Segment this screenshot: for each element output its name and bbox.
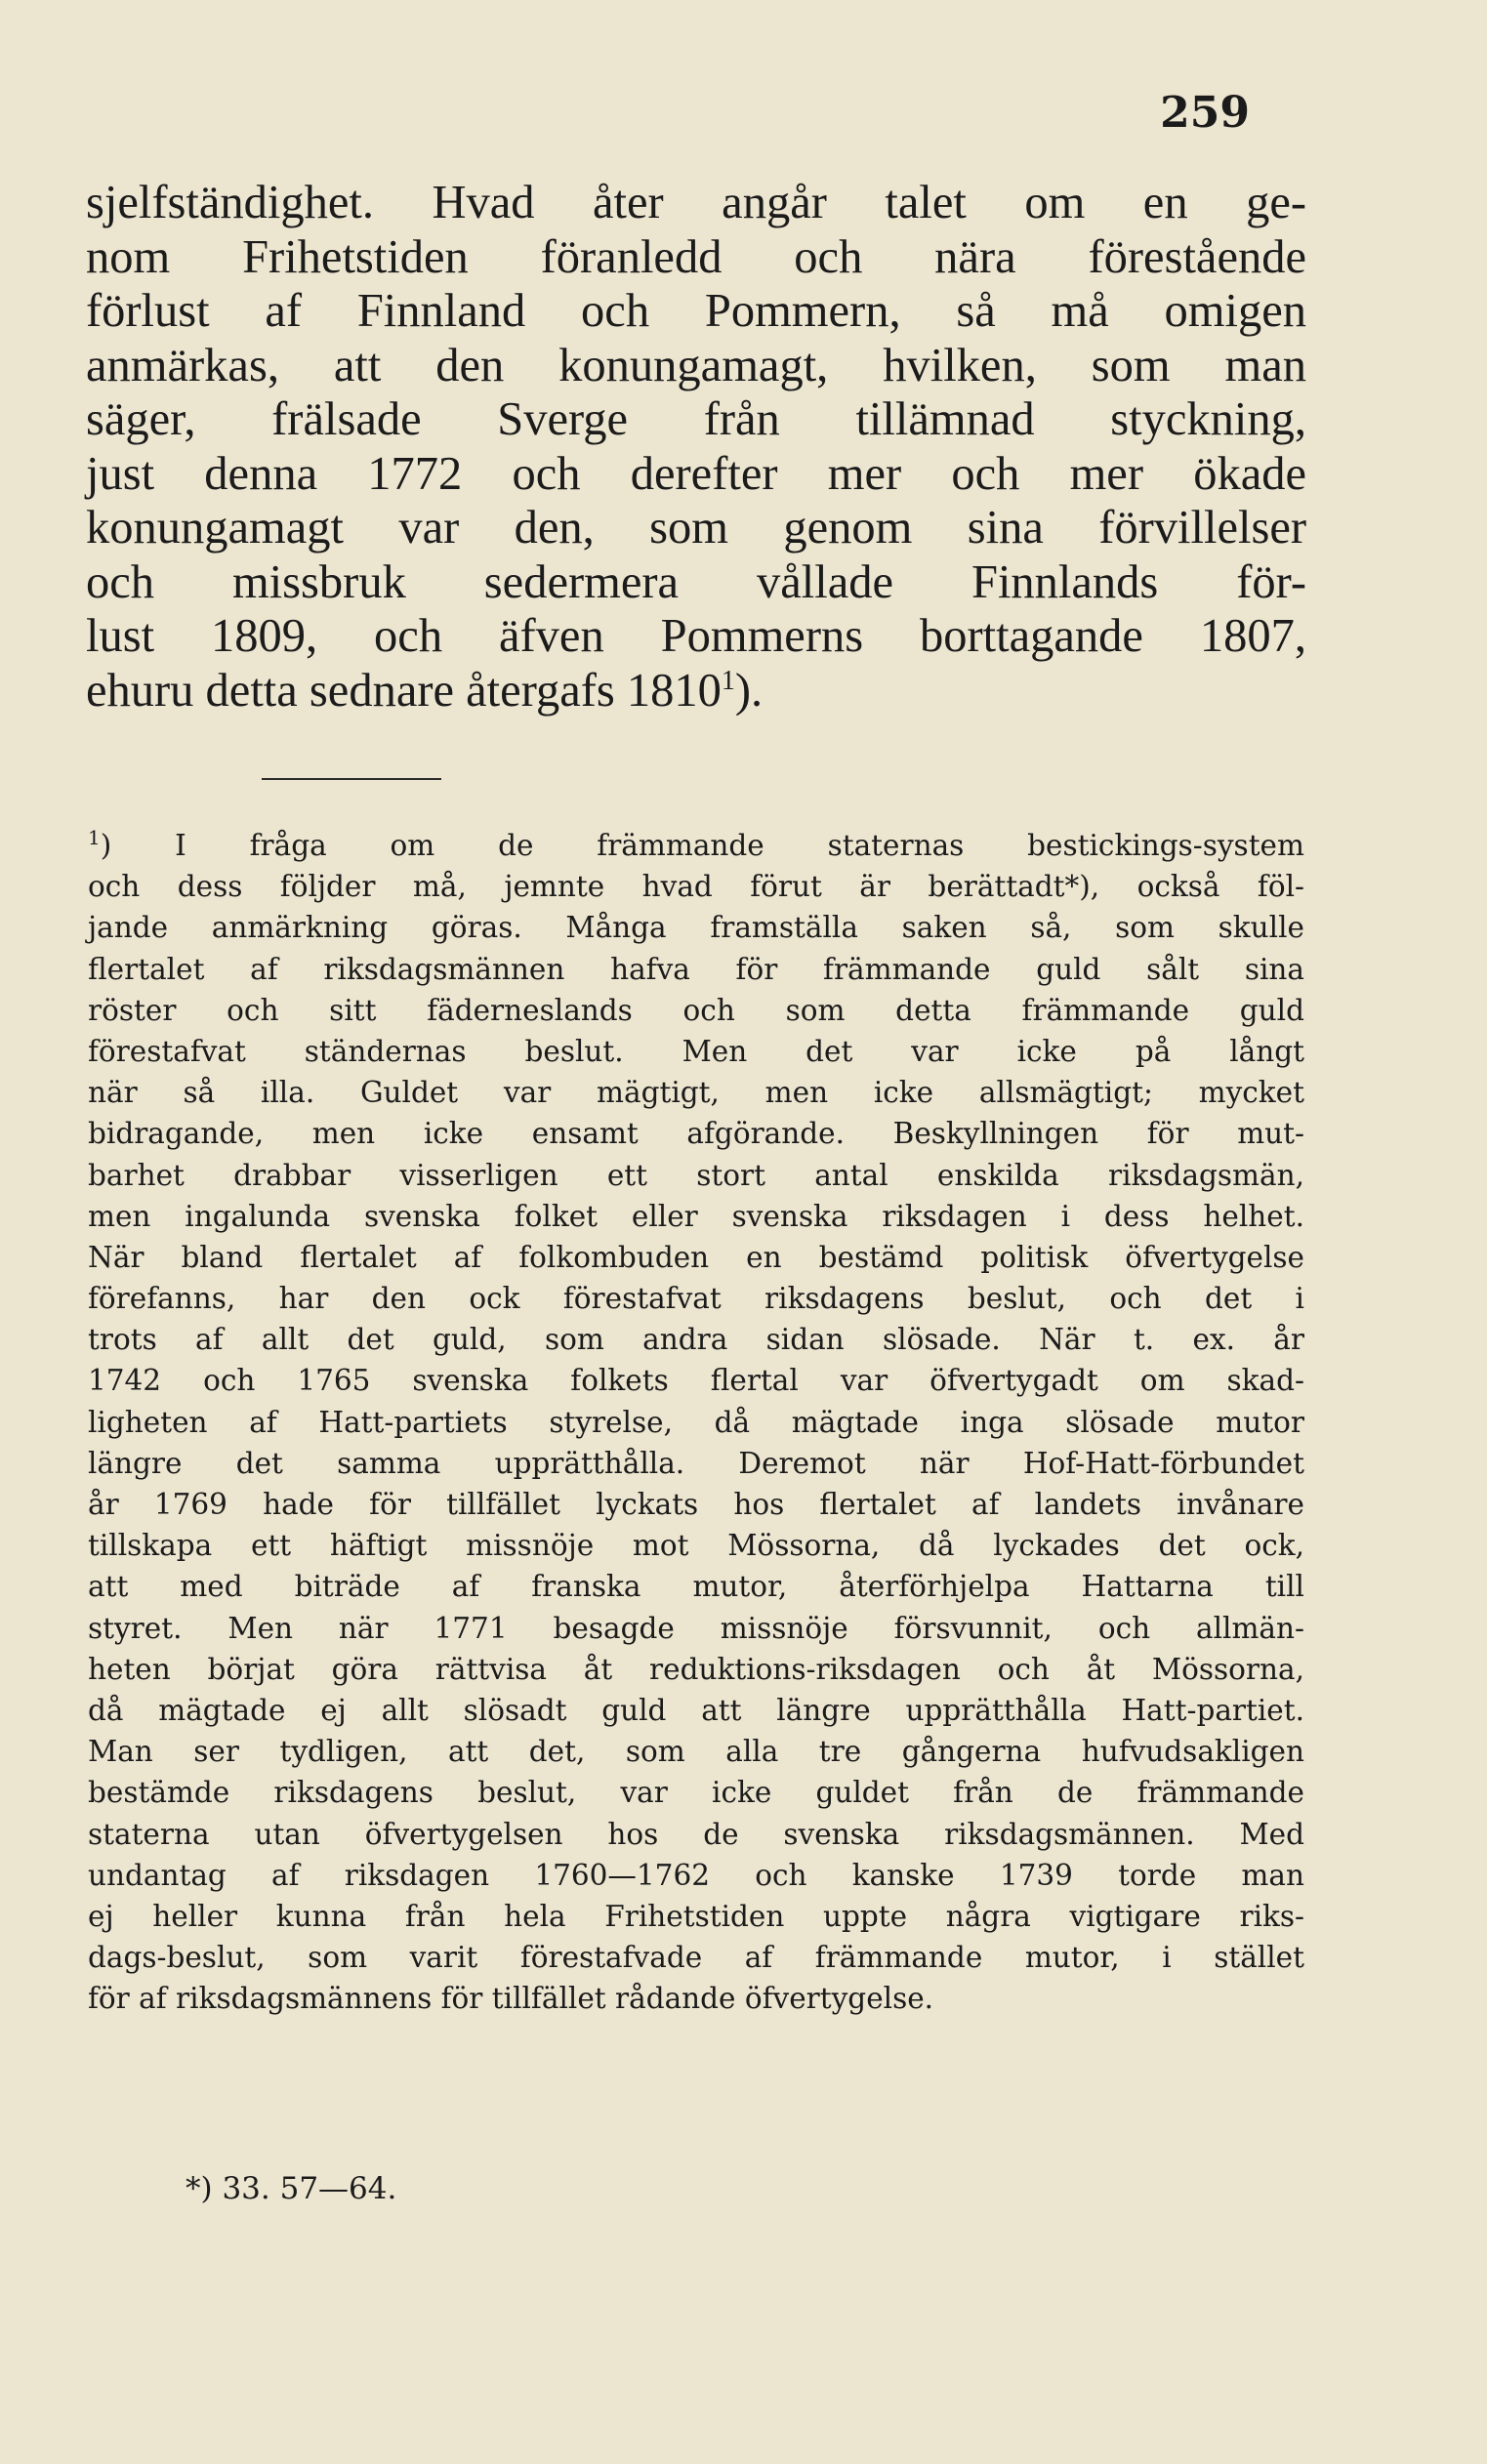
footnote-line: Man ser tydligen, att det, som alla tre gångerna hufvudsakligen bbox=[88, 1735, 1304, 1769]
footnote-line: och dess följder må, jemnte hvad förut är berättadt*), också föl- bbox=[88, 870, 1304, 904]
footnote-line: styret. Men när 1771 besagde missnöje försvunnit, och allmän- bbox=[88, 1611, 1304, 1645]
main-line-suffix: ). bbox=[734, 664, 764, 717]
main-line: nom Frihetstiden föranledd och nära förestående bbox=[86, 230, 1306, 283]
footnote-separator bbox=[262, 778, 441, 780]
footnote-line: år 1769 hade för tillfället lyckats hos flertalet af landets invånare bbox=[88, 1488, 1304, 1521]
footnote-marker: 1 bbox=[88, 826, 101, 850]
footnote-line: men ingalunda svenska folket eller svenska riksdagen i dess helhet. bbox=[88, 1199, 1304, 1233]
footnote-line-text: ) I fråga om de främmande staternas bestickings-system bbox=[100, 829, 1304, 862]
main-line: och missbruk sedermera vållade Finnlands för- bbox=[86, 555, 1306, 608]
main-text bbox=[86, 176, 1306, 718]
footnote-line: flertalet af riksdagsmännen hafva för främmande guld sålt sina bbox=[88, 952, 1304, 986]
footnote-line: barhet drabbar visserligen ett stort antal enskilda riksdagsmän, bbox=[88, 1158, 1304, 1192]
footnote-line: undantag af riksdagen 1760—1762 och kanske 1739 torde man bbox=[88, 1858, 1304, 1892]
footnote-line: förestafvat ständernas beslut. Men det var icke på långt bbox=[88, 1034, 1304, 1068]
main-line: förlust af Finnland och Pommern, så må omigen bbox=[86, 285, 1306, 337]
main-line: just denna 1772 och derefter mer och mer ökade bbox=[86, 447, 1306, 500]
footnote-line: ligheten af Hatt-partiets styrelse, då mägtade inga slösade mutor bbox=[88, 1405, 1304, 1439]
secondary-footnote: *) 33. 57—64. bbox=[186, 2171, 397, 2206]
footnote-line: röster och sitt fäderneslands och som detta främmande guld bbox=[88, 993, 1304, 1027]
footnote-line: att med biträde af franska mutor, återförhjelpa Hattarna till bbox=[88, 1570, 1304, 1604]
footnote-line: staterna utan öfvertygelsen hos de svenska riksdagsmännen. Med bbox=[88, 1817, 1304, 1851]
footnote-line: dags-beslut, som varit förestafvade af främmande mutor, i stället bbox=[88, 1941, 1304, 1975]
footnote-reference: 1 bbox=[721, 665, 735, 696]
footnote-line: förefanns, har den ock förestafvat riksdagens beslut, och det i bbox=[88, 1282, 1304, 1316]
footnote-line: trots af allt det guld, som andra sidan slösade. När t. ex. år bbox=[88, 1323, 1304, 1357]
footnote-line: längre det samma upprätthålla. Deremot när Hof-Hatt-förbundet bbox=[88, 1446, 1304, 1480]
main-line: sjelfständighet. Hvad åter angår talet om en ge- bbox=[86, 177, 1306, 228]
main-line: anmärkas, att den konungamagt, hvilken, som man bbox=[86, 339, 1306, 391]
main-line: lust 1809, och äfven Pommerns borttagande 1807, bbox=[86, 610, 1306, 662]
footnote-line: då mägtade ej allt slösadt guld att längre upprätthålla Hatt-partiet. bbox=[88, 1693, 1304, 1727]
footnote-line: ej heller kunna från hela Frihetstiden uppte några vigtigare riks- bbox=[88, 1899, 1304, 1933]
footnote-line: bidragande, men icke ensamt afgörande. Beskyllningen för mut- bbox=[88, 1117, 1304, 1151]
footnote-line: jande anmärkning göras. Många framställa saken så, som skulle bbox=[88, 911, 1304, 945]
footnote-line: tillskapa ett häftigt missnöje mot Mössorna, då lyckades det ock, bbox=[88, 1529, 1304, 1563]
footnote-line: heten börjat göra rättvisa åt reduktions-riksdagen och åt Mössorna, bbox=[88, 1652, 1304, 1686]
main-line: säger, frälsade Sverge från tillämnad styckning, bbox=[86, 393, 1306, 445]
footnote-line: bestämde riksdagens beslut, var icke guldet från de främmande bbox=[88, 1776, 1304, 1810]
footnote-line bbox=[88, 825, 1304, 866]
main-line-last bbox=[86, 664, 1306, 719]
footnote-line: När bland flertalet af folkombuden en bestämd politisk öfvertygelse bbox=[88, 1240, 1304, 1274]
footnote-line-last: för af riksdagsmännens för tillfället rådande öfvertygelse. bbox=[88, 1982, 934, 2016]
main-line-text: ehuru detta sednare återgafs 1810 bbox=[86, 664, 722, 717]
footnote-line: när så illa. Guldet var mägtigt, men icke allsmägtigt; mycket bbox=[88, 1076, 1304, 1110]
footnote-line: 1742 och 1765 svenska folkets flertal var öfvertygadt om skad- bbox=[88, 1364, 1304, 1398]
page-number: 259 bbox=[1160, 88, 1250, 138]
footnote bbox=[88, 825, 1304, 2019]
main-line: konungamagt var den, som genom sina förvillelser bbox=[86, 502, 1306, 554]
